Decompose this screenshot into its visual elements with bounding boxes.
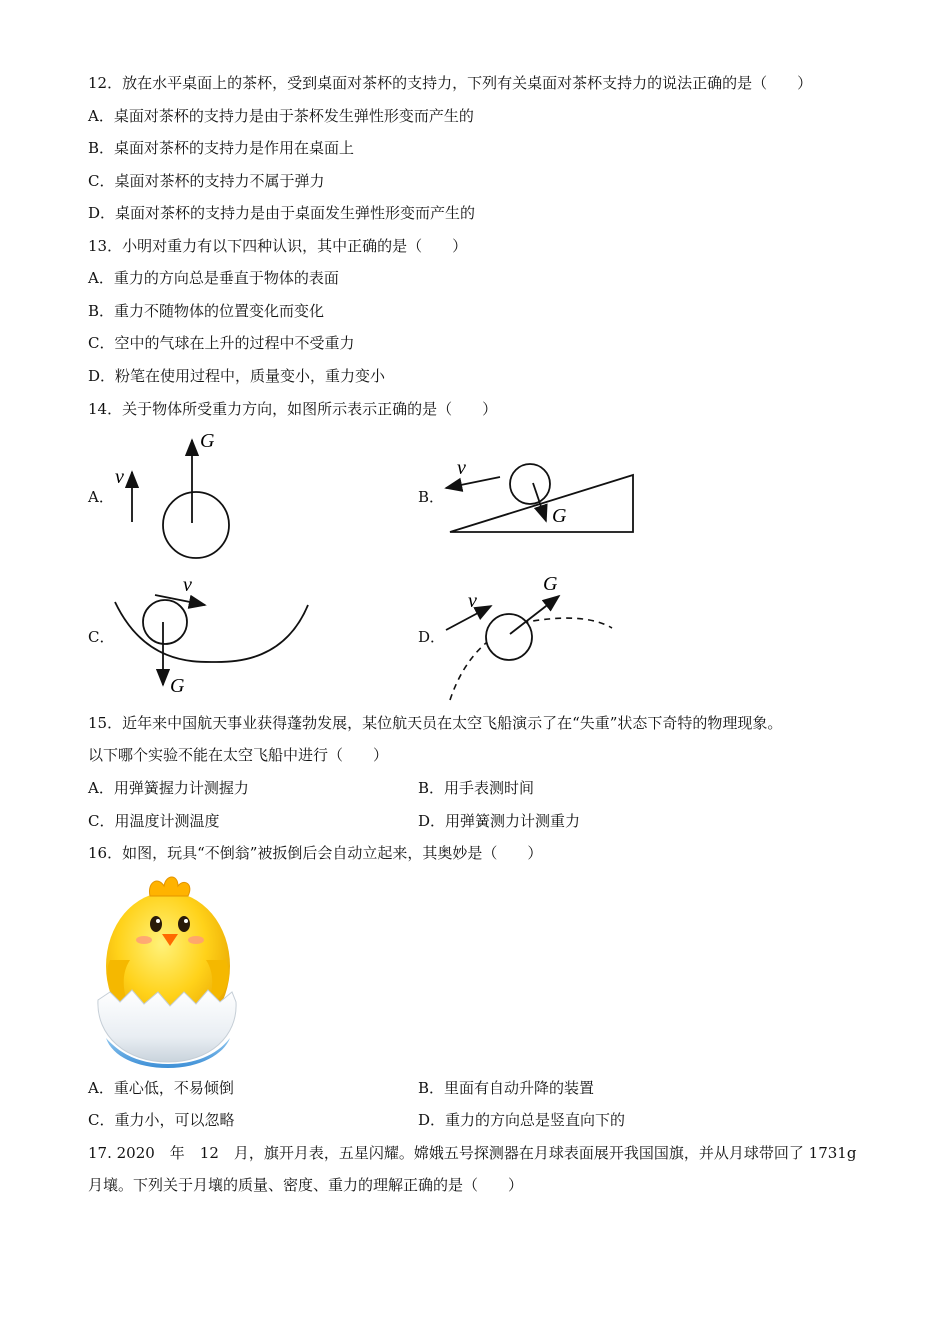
q16-option-c: C．重力小，可以忽略: [88, 1111, 235, 1129]
ball: [163, 492, 229, 558]
q14-label-d: D．: [418, 628, 446, 646]
tumbler-toy-image: [92, 868, 240, 1070]
q13-option-d: D．粉笔在使用过程中，质量变小，重力变小: [88, 367, 386, 385]
chick-right-eye: [178, 916, 190, 932]
velocity-label: v: [115, 466, 124, 488]
velocity-arrow: [446, 477, 500, 488]
gravity-label: G: [552, 505, 567, 527]
track: [115, 602, 308, 662]
q12-option-a: A．桌面对茶杯的支持力是由于茶杯发生弹性形变而产生的: [88, 107, 474, 125]
gravity-label: G: [543, 573, 558, 595]
q15-option-d: D．用弹簧测力计测重力: [418, 812, 581, 830]
chick-left-eye: [150, 916, 162, 932]
q14-label-a: A．: [88, 488, 114, 506]
q12-option-b: B．桌面对茶杯的支持力是作用在桌面上: [88, 139, 355, 157]
velocity-label: v: [457, 457, 466, 479]
ball: [486, 614, 532, 660]
q13-stem: 13．小明对重力有以下四种认识，其中正确的是（ ）: [88, 237, 468, 255]
q14-label-b: B．: [418, 488, 445, 506]
q14-stem: 14．关于物体所受重力方向，如图所示表示正确的是（ ）: [88, 400, 498, 418]
q14-diagram-b: [440, 455, 650, 545]
ball: [143, 600, 187, 644]
q14-diagram-c: [110, 570, 320, 695]
q15-option-b: B．用手表测时间: [418, 779, 535, 797]
q15-stem-line1: 15．近年来中国航天事业获得蓬勃发展，某位航天员在太空飞船演示了在“失重”状态下奇特的物理现象。: [88, 714, 783, 732]
ball: [510, 464, 550, 504]
q17-stem-line2: 月壤。下列关于月壤的质量、密度、重力的理解正确的是（ ）: [88, 1176, 524, 1194]
incline: [450, 475, 633, 532]
velocity-label: v: [468, 590, 477, 612]
q16-option-b: B．里面有自动升降的装置: [418, 1079, 595, 1097]
q15-option-c: C．用温度计测温度: [88, 812, 220, 830]
q12-option-d: D．桌面对茶杯的支持力是由于桌面发生弹性形变而产生的: [88, 204, 476, 222]
q13-option-a: A．重力的方向总是垂直于物体的表面: [88, 269, 339, 287]
q13-option-c: C．空中的气球在上升的过程中不受重力: [88, 334, 355, 352]
q17-stem-line1: 17. 2020 年 12 月，旗开月表，五星闪耀。嫦娥五号探测器在月球表面展开我国国旗，并从月球带回了 1731g: [88, 1144, 857, 1162]
q15-stem-line2: 以下哪个实验不能在太空飞船中进行（ ）: [88, 746, 389, 764]
velocity-label: v: [183, 574, 192, 596]
q12-option-c: C．桌面对茶杯的支持力不属于弹力: [88, 172, 325, 190]
q13-option-b: B．重力不随物体的位置变化而变化: [88, 302, 325, 320]
chick-comb: [149, 877, 189, 896]
q16-stem: 16．如图，玩具“不倒翁”被扳倒后会自动立起来，其奥妙是（ ）: [88, 844, 543, 862]
q16-option-a: A．重心低，不易倾倒: [88, 1079, 234, 1097]
q12-stem: 12．放在水平桌面上的茶杯，受到桌面对茶杯的支持力，下列有关桌面对茶杯支持力的说法正确的是（ ）: [88, 74, 813, 92]
q14-diagram-a: [105, 425, 245, 565]
gravity-label: G: [200, 430, 215, 452]
q15-option-a: A．用弹簧握力计测握力: [88, 779, 249, 797]
gravity-label: G: [170, 675, 185, 697]
q14-label-c: C．: [88, 628, 115, 646]
q14-diagram-d: [440, 570, 630, 705]
q16-option-d: D．重力的方向总是竖直向下的: [418, 1111, 626, 1129]
